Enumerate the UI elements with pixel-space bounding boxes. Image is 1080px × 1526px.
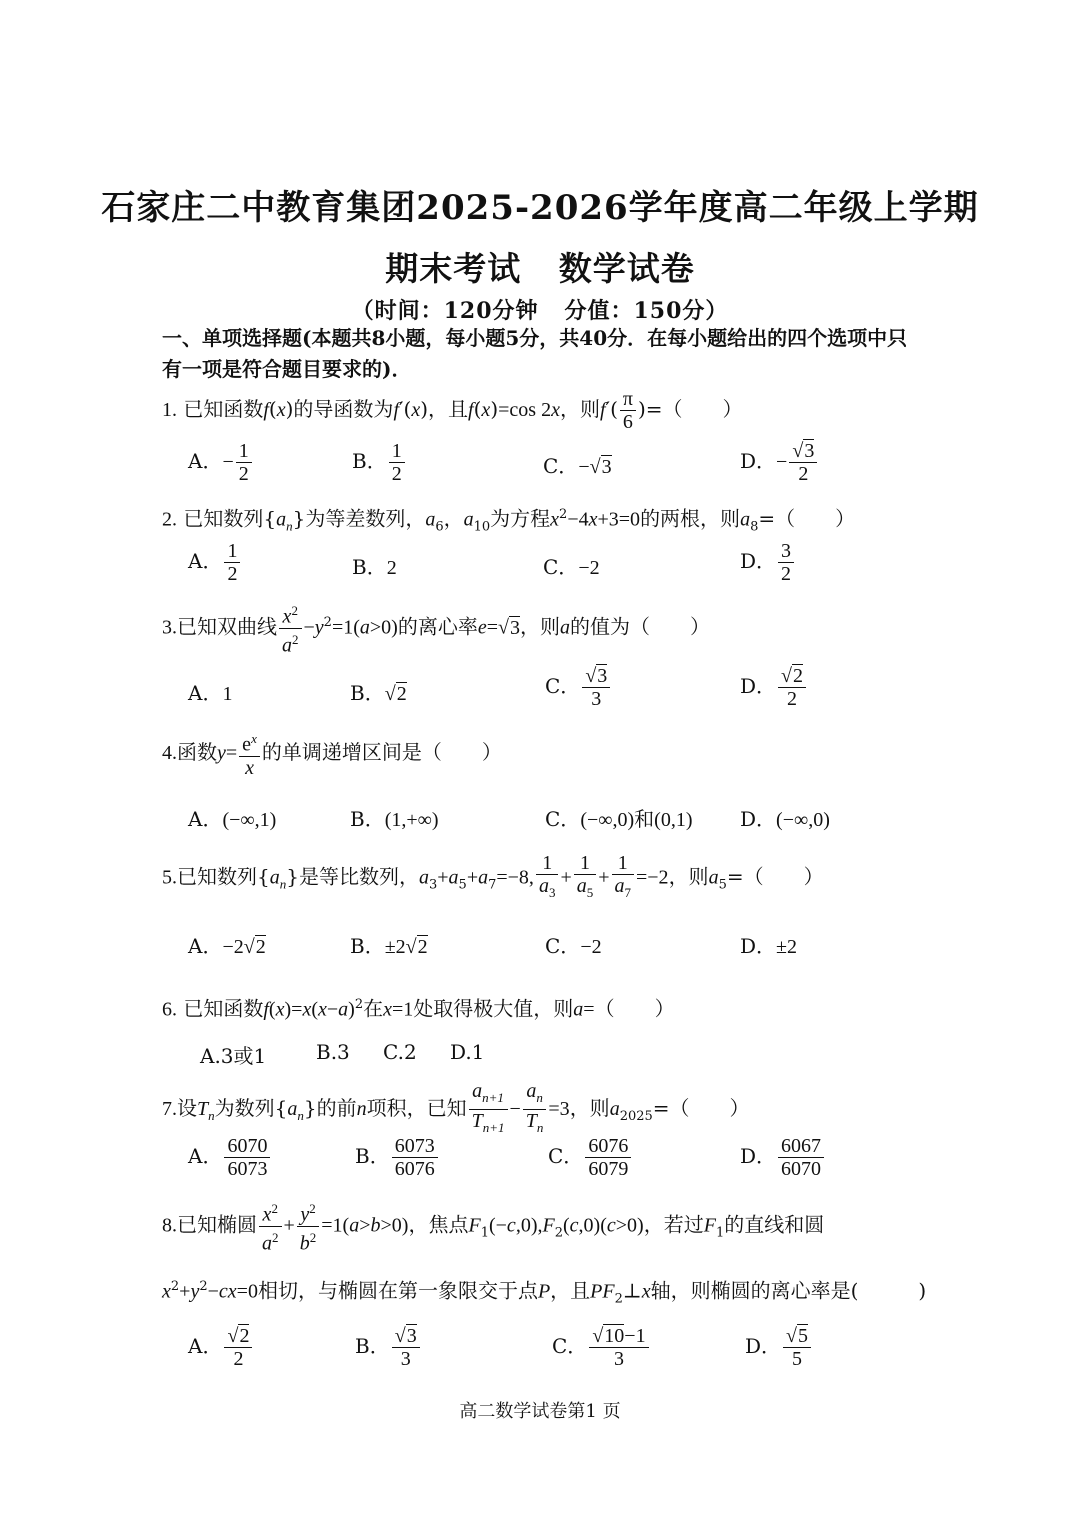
q3-option-c: C． $\frac{√3}{3}$: [545, 665, 612, 710]
q6-option-a: A.3或1: [200, 1044, 267, 1068]
q6-option-c: C.2: [383, 1040, 417, 1064]
q2-option-b: B．2: [352, 555, 397, 579]
question-7: 7.设$T_n$为数列$\{a_n\}$的前n项积，已知 $\frac{a_{n+1}}{T_{n+1}}$ − $\frac{a_n}{T_n}$ =3，则$a_{2025}=$（ ）: [162, 1080, 750, 1135]
q1-option-c: C．−√3: [543, 454, 612, 478]
q3-option-a: A．1: [188, 681, 233, 705]
q1-option-d: D．− $\frac{√3}{2}$: [740, 440, 819, 485]
exam-meta-text: （时间：120分钟 分值：150分）: [351, 298, 729, 324]
exam-subtitle-text: 期末考试 数学试卷: [385, 249, 695, 288]
question-4: 4.函数y= $\frac{e^x}{x}$ 的单调递增区间是（ ）: [162, 728, 502, 779]
q2-option-a: A． $\frac{1}{2}$: [188, 540, 242, 585]
q7-option-c: C． $\frac{6076}{6079}$: [548, 1135, 633, 1180]
q1-option-b: B． $\frac{1}{2}$: [352, 440, 407, 485]
q7-option-a: A． $\frac{6070}{6073}$: [188, 1135, 272, 1180]
exam-meta: [0, 294, 1080, 325]
exam-subtitle: [0, 243, 1080, 290]
q4-option-a: A．(−∞,1): [188, 807, 277, 831]
q3-option-b: B．√2: [350, 681, 407, 705]
question-5: 5.已知数列$\{a_n\}$是等比数列，$a_3+a_5+a_7=-8$, $\frac{1}{a_3}$ + $\frac{1}{a_5}$ + $\frac{1}{a_7}$ =−2，则$a_5=$（ ）: [162, 852, 824, 900]
question-3: 3.已知双曲线 $\frac{x^2}{a^2}$ $-y^2=1(a>0)$的离心率e=√3，则a的值为（ ）: [162, 600, 710, 656]
q5-option-a: A．−2√2: [188, 934, 266, 958]
question-8-line-1: 8.已知椭圆 $\frac{x^2}{a^2}$ + $\frac{y^2}{b^2}$ =1(a>b>0)，焦点$F_1(-c,0),F_2(c,0)(c>0)$，若过$F_1$的直线和圆: [162, 1198, 824, 1254]
q5-option-d: D．±2: [740, 934, 798, 958]
question-1: 1. 已知函数f(x)的导函数为f′(x)，且f(x)=cos 2x，则f′( $\frac{\pi}{6}$ )=（ ）: [162, 388, 743, 433]
q8-option-c: C． $\frac{√10-1}{3}$: [552, 1325, 651, 1370]
q8-option-d: D． $\frac{√5}{5}$: [745, 1325, 813, 1370]
page-footer: 高二数学试卷第1 页: [459, 1401, 621, 1422]
q5-option-c: C．−2: [545, 934, 602, 958]
q2-option-c: C．−2: [543, 555, 600, 579]
q5-option-b: B．±2√2: [350, 934, 428, 958]
question-8-line-2: $x^2+y^2-cx=0$相切，与椭圆在第一象限交于点P，且$PF_2\perp x$轴，则椭圆的离心率是( ): [162, 1278, 927, 1307]
q7-option-b: B． $\frac{6073}{6076}$: [355, 1135, 440, 1180]
q6-option-d: D.1: [450, 1040, 485, 1064]
q6-option-b: B.3: [316, 1040, 350, 1064]
q2-option-d: D． $\frac{3}{2}$: [740, 540, 796, 585]
exam-title: 石家庄二中教育集团2025-2026学年度高二年级上学期: [101, 188, 979, 228]
section-heading: 一、单项选择题(本题共8小题，每小题5分，共40分．在每小题给出的四个选项中只有一项是符合题目要求的)．: [162, 326, 908, 381]
q4-option-c: C．(−∞,0)和(0,1): [545, 807, 693, 831]
question-2: 2. 已知数列$\{a_n\}$为等差数列，$a_6$，$a_{10}$为方程$x^2-4x+3=0$的两根，则$a_8=$（ ）: [162, 506, 856, 535]
q8-option-a: A． $\frac{√2}{2}$: [188, 1325, 254, 1370]
question-6: 6. 已知函数$f(x)=x(x-a)^2$在x=1处取得极大值，则a=（ ）: [162, 996, 675, 1021]
q1-option-a: A．− $\frac{1}{2}$: [188, 440, 254, 485]
q3-option-d: D． $\frac{√2}{2}$: [740, 665, 808, 710]
q4-option-b: B．(1,+∞): [350, 807, 439, 831]
q4-option-d: D．(−∞,0): [740, 807, 830, 831]
q8-option-b: B． $\frac{√3}{3}$: [355, 1325, 422, 1370]
q7-option-d: D． $\frac{6067}{6070}$: [740, 1135, 826, 1180]
